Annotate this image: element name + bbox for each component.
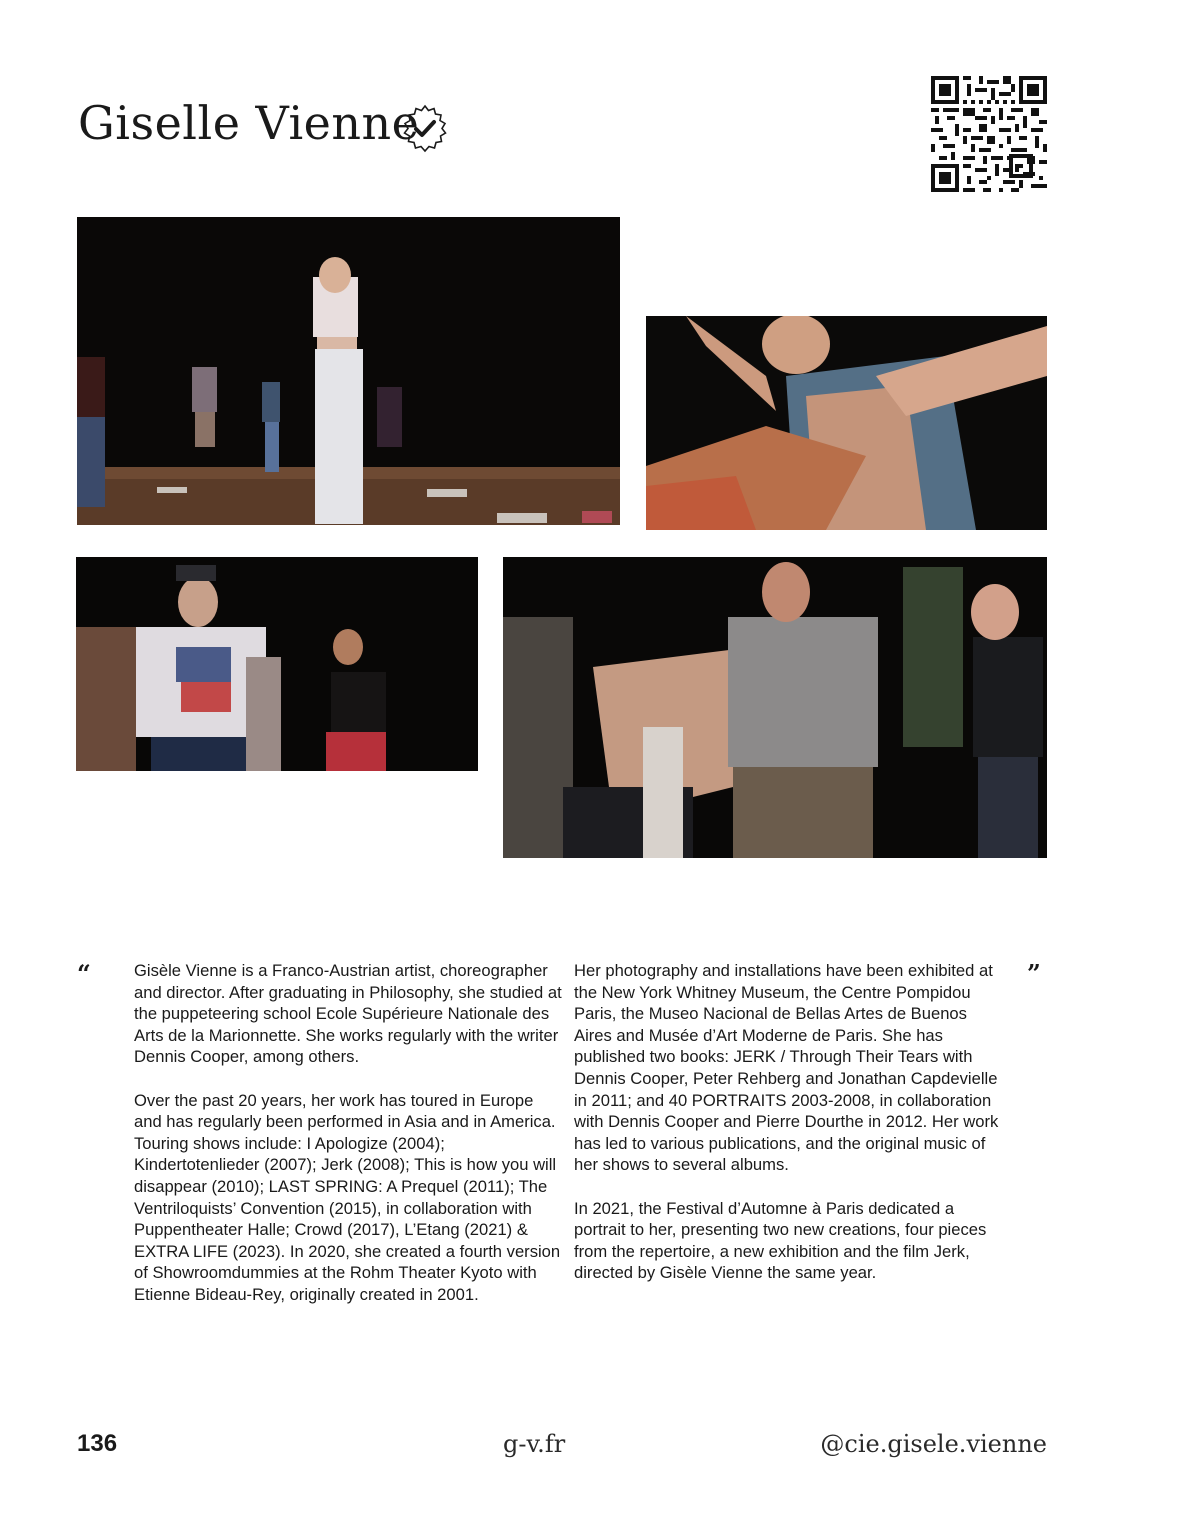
bio-paragraph: Her photography and installations have been exhibited at the New York Whitney Museum, the Centre Pompidou Paris, the Museo Nacional de Bellas Artes de Buenos Aires and Musée d’Art Moderne de Paris. She has published two books: JERK / Through Their Tears with Dennis Cooper, Peter Rehberg and Jonathan Capdevielle in 2011; and 40 PORTRAITS 2003-2008, in collaboration with Dennis Cooper and Pierre Dourthe in 2012. Her work has led to various publications, and the original music of her shows to several albums.	[574, 961, 999, 1175]
photo-stage-dancers-wide	[77, 217, 620, 525]
website-link[interactable]: g-v.fr	[503, 1430, 566, 1458]
bio-paragraph: Gisèle Vienne is a Franco-Austrian artist, choreographer and director. After graduating in Philosophy, she studied at the puppeteering school Ecole Supérieure Nationale des Arts de la Marionnette. She works regularly with the writer Dennis Cooper, among others.	[134, 961, 562, 1067]
photo-dancers-crowd-group	[503, 557, 1047, 858]
bio-paragraph: Over the past 20 years, her work has toured in Europe and has regularly been performed in Asia and in America. Touring shows include: I Apologize (2004); Kindertotenlieder (2007); Jerk (2008); This is how you will disappear (2010); LAST SPRING: A Prequel (2011); The Ventriloquists’ Convention (2015), in collaboration with Puppentheater Halle; Crowd (2017), L’Etang (2021) & EXTRA LIFE (2023). In 2020, she created a fourth version of Showroomdummies at the Rohm Theater Kyoto with Etienne Bideau-Rey, originally created in 2001.	[134, 1090, 561, 1304]
bio-column-left	[134, 960, 564, 1327]
qr-code-icon[interactable]	[931, 76, 1047, 192]
bio-column-right	[574, 960, 1004, 1306]
close-quote-mark: ”	[1027, 959, 1041, 988]
photo-dancers-closeup-embrace	[646, 316, 1047, 530]
verified-check-badge-icon	[400, 104, 450, 154]
page-title: Giselle Vienne	[78, 96, 420, 150]
open-quote-mark: “	[77, 959, 91, 988]
photo-dancers-nice-sweater	[76, 557, 478, 771]
page-number: 136	[77, 1430, 118, 1457]
social-handle[interactable]: @cie.gisele.vienne	[820, 1430, 1047, 1458]
bio-paragraph: In 2021, the Festival d’Automne à Paris dedicated a portrait to her, presenting two new creations, four pieces from the repertoire, a new exhibition and the film Jerk, directed by Gisèle Vienne the same year.	[574, 1198, 987, 1283]
